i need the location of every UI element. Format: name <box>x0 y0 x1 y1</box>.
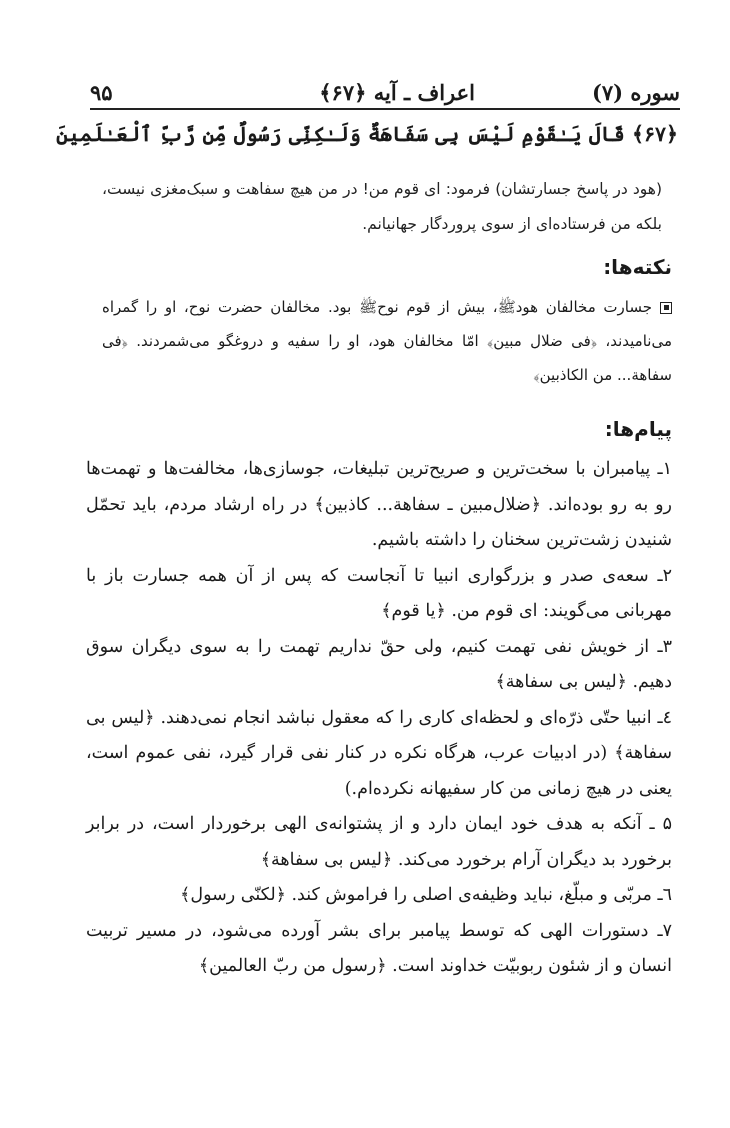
surah-label: سوره (۷) <box>591 80 680 105</box>
verse-translation: (هود در پاسخ جسارتشان) فرمود: ای قوم من! در من هیچ سفاهت و سبک‌مغزی نیست، بلکه من فرستاده‌ای از سوی پروردگار جهانیانم. <box>102 180 662 233</box>
message-item: ٤ـ انبیا حتّی ذرّه‌ای و لحظه‌ای کاری را که معقول نباشد انجام نمی‌دهند. ﴿لیس بی سفاهة﴾ (در ادبیات عرب، هرگاه نکره در کنار نفی قرار گیرد، نفی عموم است، یعنی در هیچ زمانی من کار سفیهانه نکرده‌ام.) <box>86 707 672 799</box>
message-item: ۱ـ پیامبران با سخت‌ترین و صریح‌ترین تبلیغات، جوسازی‌ها، مخالفت‌ها و تهمت‌ها رو به رو بوده‌اند. ﴿ضلال‌مبین ـ سفاهة... کاذبین﴾ در راه ارشاد مردم، باید تحمّل شنیدن زشت‌ترین سخنان را داشته باشیم. <box>86 459 672 550</box>
note-item <box>102 290 672 392</box>
message-item: ۷ـ دستورات الهی که توسط پیامبر برای بشر آورده می‌شود، در مسیر تربیت انسان و از شئون ربوبیّت خداوند است. ﴿رسول من ربّ العالمین﴾ <box>86 920 672 976</box>
header-divider <box>90 108 680 110</box>
note-text: جسارت مخالفان هودﷺ، بیش از قوم نوحﷺ بود. مخالفان حضرت نوح، او را گمراه می‌نامیدند، ﴿فی ضلال مبین﴾ امّا مخالفان هود، او را سفیه و دروغگو می‌شمردند. ﴿فی سفاهة... من الکاذبین﴾ <box>102 298 672 384</box>
verse-reference: اعراف ـ آیه ﴿۶۷﴾ <box>319 80 475 105</box>
message-item: ٦ـ مربّی و مبلّغ، نباید وظیفه‌ی اصلی را فراموش کند. ﴿لکنّی رسول﴾ <box>180 885 672 905</box>
quran-verse: ﴿۶۷﴾ قَالَ يَـٰقَوْمِ لَيْسَ بِى سَفَاهَةٌ وَلَـٰكِنِّى رَسُولٌ مِّن رَّبِّ ٱلْعَـٰلَمِينَ <box>56 122 678 146</box>
notes-heading: نکته‌ها: <box>603 255 672 279</box>
message-item: ۲ـ سعه‌ی صدر و بزرگواری انبیا تا آنجاست که پس از آن همه جسارت باز با مهربانی می‌گویند: ای قوم من. ﴿یا قوم﴾ <box>86 565 672 621</box>
message-item: ۵ ـ آنکه به هدف خود ایمان دارد و از پشتوانه‌ی الهی برخوردار است، در برابر برخورد بد دیگران آرام برخورد می‌کند. ﴿لیس بی سفاهة﴾ <box>86 814 672 870</box>
messages-heading: پیام‌ها: <box>604 417 672 441</box>
page-header <box>90 78 680 108</box>
messages-list <box>86 452 672 985</box>
square-bullet-icon <box>660 302 672 314</box>
message-item: ۳ـ از خویش نفی تهمت کنیم، ولی حقّ نداریم تهمت را به سوی دیگران سوق دهیم. ﴿لیس بی سفاهة﴾ <box>86 636 672 692</box>
page-number: ۹۵ <box>90 80 113 105</box>
